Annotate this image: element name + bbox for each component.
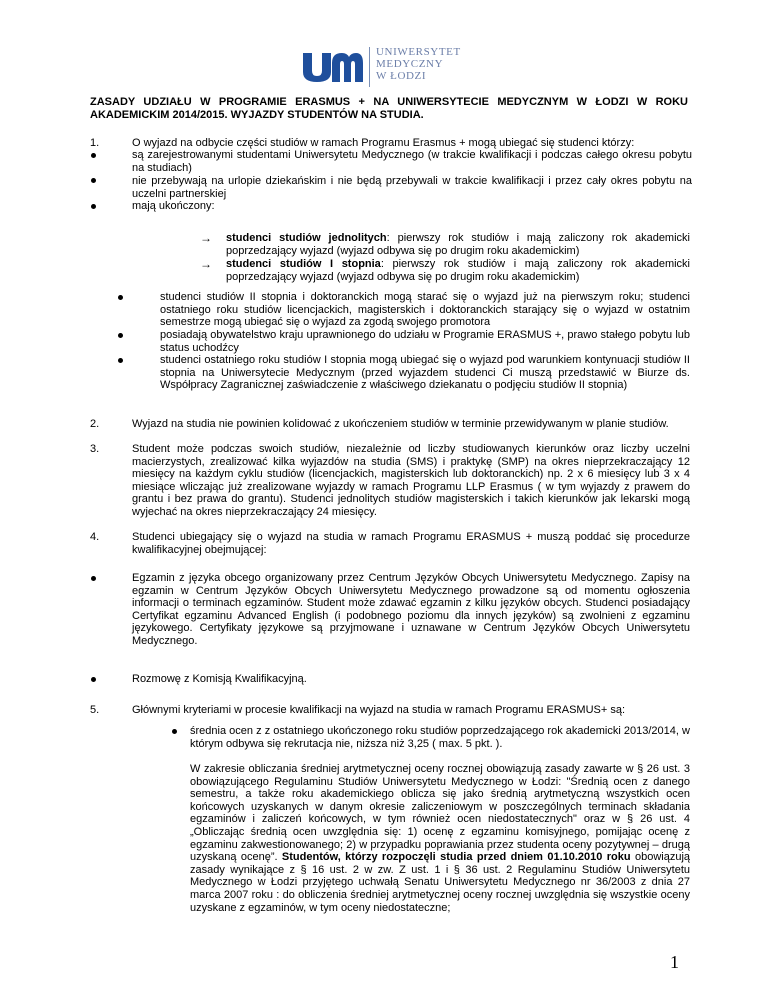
university-logo [301, 47, 501, 87]
bullet-icon [91, 204, 96, 209]
bullet-icon [118, 295, 123, 300]
bullet-icon [118, 333, 123, 338]
arrow-icon: → [200, 257, 212, 271]
s1-arrow-2 [226, 258, 690, 283]
bullet-icon [118, 358, 123, 363]
s1-bullet2-2: posiadają obywatelstwo kraju uprawnionego do udziału w Programie ERASMUS +, prawo stałego pobytu lub status uchodźcy [160, 329, 690, 354]
section-4-number: 4. [90, 531, 100, 543]
s1-arrow-1-rest: : pierwszy rok studiów i mają zaliczony rok akademicki poprzedzający wyjazd (wyjazd odbywa się po drugim roku akademickim) [226, 232, 690, 257]
section-2-number: 2. [90, 418, 100, 430]
section-1-number: 1. [90, 137, 100, 149]
s1-bullet-3: mają ukończony: [132, 200, 215, 212]
s1-bullet-2: nie przebywają na urlopie dziekańskim i nie będą przebywali w trakcie kwalifikacji i przez cały okres pobytu na uczelni partnerskiej [132, 175, 692, 200]
bullet-icon [91, 576, 96, 581]
logo-divider [369, 47, 370, 87]
bullet-icon [91, 178, 96, 183]
s4-bullet-2: Rozmowę z Komisją Kwalifikacyjną. [132, 673, 307, 685]
s5-bullet: średnia ocen z z ostatniego ukończonego roku studiów poprzedzającego rok akademicki 2013/2014, w którym odbywa się rekrutacja nie, niższa niż 3,25 ( max. 5 pkt. ). [190, 725, 690, 750]
section-5-text: Głównymi kryteriami w procesie kwalifikacji na wyjazd na studia w ramach Programu ERASMUS+ są: [132, 704, 626, 716]
s1-arrow-2-rest: : pierwszy rok studiów i mają zaliczony rok akademicki poprzedzający wyjazd (wyjazd odbywa się po drugim roku akademickim) [226, 258, 690, 283]
document-title: ZASADY UDZIAŁU W PROGRAMIE ERASMUS + NA UNIWERSYTECIE MEDYCZNYM W ŁODZI W ROKU AKADEMICKIM 2014/2015. WYJAZDY STUDENTÓW NA STUDIA. [90, 96, 688, 121]
s1-bullet-1: są zarejestrowanymi studentami Uniwersytetu Medycznego (w trakcie kwalifikacji i podczas całego okresu pobytu na studiach) [132, 149, 692, 174]
s5-para-b: obowiązują zasady wynikające z § 16 ust. 2 w zw. Z ust. 1 i § 36 ust. 2 Regulaminu Studiów Uniwersytetu Medycznego w Łodzi przyjętego uchwałą Senatu Uniwersytetu Medycznego nr 36/2003 z dnia 27 marca 2007 roku : do obliczenia średniej arytmetycznej oceny rocznej uwzględnia się wszystkie oceny uzyskane z egzaminów, w tym oceny niedostateczne; [190, 851, 691, 914]
s5-para-a: W zakresie obliczania średniej arytmetycznej oceny rocznej obowiązują zasady zawarte w § 26 ust. 3 obowiązującego Regulaminu Studiów Uniwersytetu Medycznego w Łodzi: "Średnią ocen z danego semestru, a także roku akademickiego oblicza się jako średnią arytmetyczną wszystkich ocen końcowych uzyskanych w danym okresie zaliczeniowym w poszczególnych terminach składania egzaminów i zaliczeń końcowych, w tym również ocen niedostatecznych" oraz w § 26 ust. 4 „Obliczając średnią ocen uwzględnia się: 1) ocenę z egzaminu komisyjnego, pomijając ocenę z egzaminu zakwestionowanego; 2) w przypadku poprawiania przez studenta oceny pozytywnej – drugą uzyskaną ocenę”. [190, 763, 690, 864]
logo-text [376, 47, 461, 82]
um-logo-icon [301, 49, 363, 83]
logo-line-3: W ŁODZI [376, 69, 427, 82]
s1-bullet2-1: studenci studiów II stopnia i doktoranckich mogą starać się o wyjazd już na pierwszym roku; studenci ostatniego roku studiów licencjackich, magisterskich i doktoranckich starający się o wyjazd w ostatnim semestrze mogą ubiegać się o wyjazd za zgodą swojego promotora [160, 291, 690, 329]
logo-line-1: UNIWERSYTET [376, 46, 461, 58]
section-5-number: 5. [90, 704, 100, 716]
s5-para-bold: Studentów, którzy rozpoczęli studia przed dniem 01.10.2010 roku [281, 851, 631, 864]
s4-bullet-1: Egzamin z języka obcego organizowany przez Centrum Języków Obcych Uniwersytetu Medycznego. Zapisy na egzamin w Centrum Języków Obcych Uniwersytetu Medycznego prowadzone są od momentu ogłoszenia informacji o terminach egzaminów. Student może zdawać egzamin z kilku języków obcych. Studenci posiadający Certyfikat egzaminu Advanced English (i podobnego poziomu dla innych języków) są zwolnieni z egzaminu językowego. Certyfikaty językowe są przyjmowane i uznawane w Centrum Języków Obcych Uniwersytetu Medycznego. [132, 572, 690, 647]
page-number: 1 [670, 952, 679, 972]
s5-paragraph [190, 763, 690, 914]
s1-arrow-1 [226, 232, 690, 257]
section-1-text: O wyjazd na odbycie części studiów w ramach Programu Erasmus + mogą ubiegać się studenci którzy: [132, 137, 635, 149]
bullet-icon [91, 677, 96, 682]
section-4-text: Studenci ubiegający się o wyjazd na studia w ramach Programu ERASMUS + muszą poddać się procedurze kwalifikacyjnej obejmującej: [132, 531, 690, 556]
section-3-text: Student może podczas swoich studiów, niezależnie od liczby studiowanych kierunków oraz liczby uczelni macierzystych, zrealizować kilka wyjazdów na studia (SMS) i praktykę (SMP) na okres nieprzekraczający 12 miesięcy na każdym cyklu studiów (licencjackich, magisterskich lub doktoranckich) np. 2 x 6 miesięcy lub 3 x 4 miesiące wliczając już zrealizowane wyjazdy w ramach Programu LLP Erasmus ( w tym wyjazdy z prawem do grantu i bez prawa do grantu). Studenci jednolitych studiów magisterskich i takich kierunków jak lekarski mogą wyjechać na okres nieprzekraczający 24 miesięcy. [132, 443, 690, 518]
bullet-icon [172, 729, 177, 734]
arrow-icon: → [200, 231, 212, 245]
s1-arrow-2-bold: studenci studiów I stopnia [226, 258, 381, 270]
s1-bullet2-3: studenci ostatniego roku studiów I stopnia mogą ubiegać się o wyjazd pod warunkiem kontynuacji studiów II stopnia na Uniwersytecie Medycznym (przed wyjazdem studenci Ci muszą przedstawić w Biurze ds. Współpracy Zagranicznej zaświadczenie z właściwego dziekanatu o podjęciu studiów II stopnia) [160, 354, 690, 392]
logo-line-2: MEDYCZNY [376, 57, 444, 70]
bullet-icon [91, 153, 96, 158]
section-3-number: 3. [90, 443, 100, 455]
section-2-text: Wyjazd na studia nie powinien kolidować z ukończeniem studiów w terminie przewidywanym w planie studiów. [132, 418, 669, 430]
s1-arrow-1-bold: studenci studiów jednolitych [226, 232, 387, 244]
